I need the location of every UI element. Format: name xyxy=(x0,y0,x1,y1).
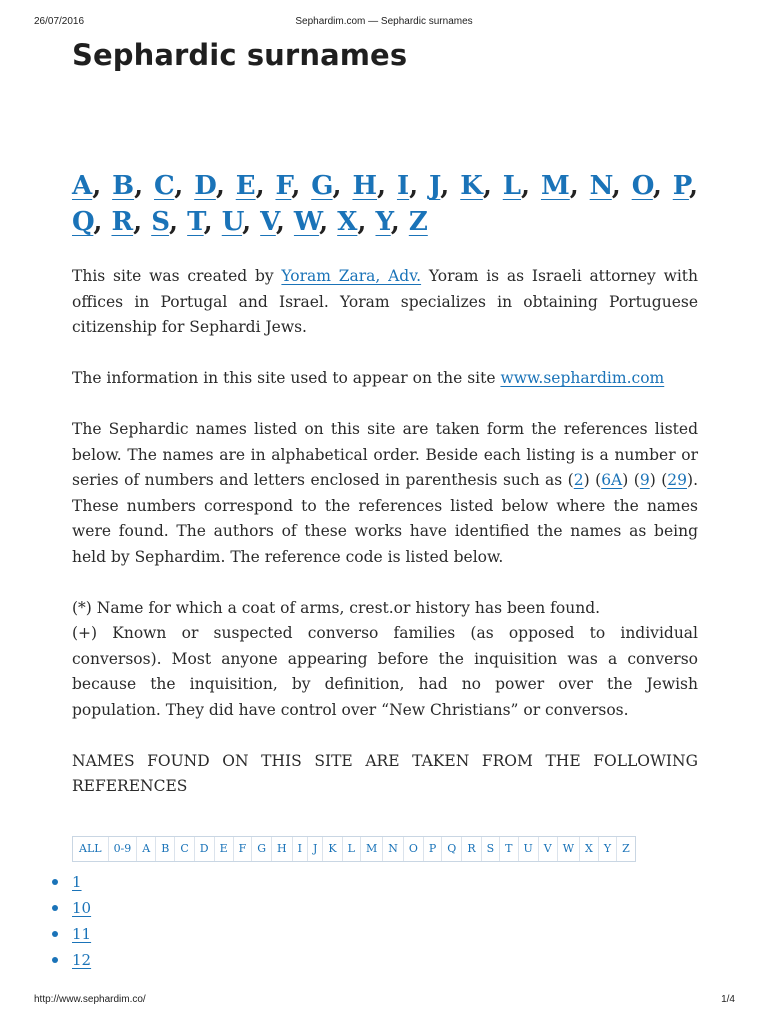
filter-tab-k[interactable]: K xyxy=(323,837,342,861)
letter-separator: , xyxy=(92,171,113,201)
letter-separator: , xyxy=(390,207,409,237)
letter-separator: , xyxy=(215,171,236,201)
letter-link-r[interactable]: R xyxy=(111,207,134,237)
filter-tab-p[interactable]: P xyxy=(424,837,442,861)
intro-paragraph-references: The Sephardic names listed on this site are taken form the references listed below. The names are in alphabetical order. Beside each listing is a number or series of numbers and letters enclosed in parenthesis such as (2) (6A) (9) (29). These numbers correspond to the references listed below where the names were found. The authors of these works have identified the names as being held by Sephardim. The reference code is listed below. xyxy=(72,420,698,566)
letter-link-i[interactable]: I xyxy=(396,171,410,201)
filter-tab-z[interactable]: Z xyxy=(622,842,630,855)
letter-separator: , xyxy=(688,171,698,201)
letter-separator: , xyxy=(521,171,541,201)
print-header xyxy=(0,16,768,30)
letter-link-w[interactable]: W xyxy=(293,207,320,237)
filter-tab-0-9[interactable]: 0-9 xyxy=(109,837,138,861)
source-site-link[interactable]: www.sephardim.com xyxy=(500,369,665,387)
alphabet-index xyxy=(72,168,698,240)
reference-link[interactable]: 11 xyxy=(72,925,92,943)
reference-list xyxy=(52,872,91,976)
filter-tab-v[interactable]: V xyxy=(539,837,558,861)
filter-tab-y[interactable]: Y xyxy=(599,837,617,861)
bullet-icon xyxy=(52,905,58,911)
filter-tab-u[interactable]: U xyxy=(519,837,539,861)
filter-tab-c[interactable]: C xyxy=(175,837,194,861)
filter-tab-e[interactable]: E xyxy=(215,837,234,861)
letter-link-c[interactable]: C xyxy=(154,171,175,201)
letter-link-l[interactable]: L xyxy=(502,171,522,201)
letter-link-n[interactable]: N xyxy=(589,171,612,201)
letter-link-z[interactable]: Z xyxy=(408,207,428,237)
letter-separator: , xyxy=(652,171,673,201)
page-title: Sephardic surnames xyxy=(72,38,408,72)
intro-paragraph-creator: This site was created by Yoram Zara, Adv. Yoram is as Israeli attorney with offices in Portugal and Israel. Yoram specializes in obtaining Portuguese citizenship for Sephardi Jews. xyxy=(72,267,699,336)
references-heading: NAMES FOUND ON THIS SITE ARE TAKEN FROM THE FOLLOWING REFERENCES xyxy=(72,751,698,795)
letter-link-b[interactable]: B xyxy=(112,171,135,201)
letter-link-k[interactable]: K xyxy=(460,171,483,201)
intro-content xyxy=(72,264,698,825)
letter-separator: , xyxy=(409,171,430,201)
letter-link-d[interactable]: D xyxy=(194,171,216,201)
letter-link-x[interactable]: X xyxy=(337,207,358,237)
filter-tab-g[interactable]: G xyxy=(252,837,272,861)
filter-tab-w[interactable]: W xyxy=(558,837,580,861)
filter-tab-s[interactable]: S xyxy=(482,837,501,861)
reference-link[interactable]: 1 xyxy=(72,873,82,891)
list-item xyxy=(52,872,91,898)
list-item xyxy=(52,950,91,976)
letter-separator: , xyxy=(291,171,312,201)
letter-link-q[interactable]: Q xyxy=(72,207,94,237)
letter-separator: , xyxy=(377,171,397,201)
filter-tab-i[interactable]: I xyxy=(293,837,308,861)
legend-coat-of-arms: (*) Name for which a coat of arms, crest.or history has been found. xyxy=(72,598,601,617)
print-page-count: 1/4 xyxy=(721,994,735,1005)
letter-link-s[interactable]: S xyxy=(151,207,170,237)
letter-separator: , xyxy=(357,207,376,237)
letter-link-f[interactable]: F xyxy=(275,171,292,201)
print-doc-title: Sephardim.com — Sephardic surnames xyxy=(295,16,473,27)
letter-separator: , xyxy=(440,171,461,201)
letter-separator: , xyxy=(169,207,188,237)
letter-link-v[interactable]: V xyxy=(260,207,276,237)
letter-link-y[interactable]: Y xyxy=(375,207,391,237)
filter-tab-l[interactable]: L xyxy=(343,837,361,861)
filter-tab-x[interactable]: X xyxy=(580,837,599,861)
letter-link-m[interactable]: M xyxy=(540,171,570,201)
bullet-icon xyxy=(52,879,58,885)
filter-tab-a[interactable]: A xyxy=(137,837,156,861)
letter-separator: , xyxy=(242,207,261,237)
letter-separator: , xyxy=(133,207,152,237)
filter-tab-h[interactable]: H xyxy=(272,837,293,861)
letter-separator: , xyxy=(275,207,294,237)
filter-tab-r[interactable]: R xyxy=(462,837,481,861)
print-footer xyxy=(0,994,768,1008)
letter-separator: , xyxy=(482,171,503,201)
filter-tab-t[interactable]: T xyxy=(500,837,518,861)
reference-link[interactable]: 10 xyxy=(72,899,92,917)
bullet-icon xyxy=(52,957,58,963)
filter-tab-f[interactable]: F xyxy=(234,837,253,861)
reference-example-link[interactable]: 6A xyxy=(601,471,623,489)
filter-tab-j[interactable]: J xyxy=(308,837,323,861)
letter-link-j[interactable]: J xyxy=(429,171,441,201)
letter-separator: , xyxy=(332,171,353,201)
reference-link[interactable]: 12 xyxy=(72,951,92,969)
filter-tab-b[interactable]: B xyxy=(156,837,175,861)
letter-link-a[interactable]: A xyxy=(72,171,93,201)
letter-link-g[interactable]: G xyxy=(311,171,333,201)
filter-tab-m[interactable]: M xyxy=(361,837,383,861)
letter-separator: , xyxy=(93,207,112,237)
letter-separator: , xyxy=(611,171,632,201)
bullet-icon xyxy=(52,931,58,937)
filter-tab-n[interactable]: N xyxy=(383,837,404,861)
letter-link-e[interactable]: E xyxy=(235,171,256,201)
filter-tab-all[interactable]: ALL xyxy=(73,837,109,861)
legend-converso: (+) Known or suspected converso families (as opposed to individual conversos). Most anyone appearing before the inquisition was a converso because the inquisition, by definition, had no power over the Jewish population. They did have control over “New Christians” or conversos. xyxy=(72,624,698,719)
intro-paragraph-source: The information in this site used to appear on the site www.sephardim.com xyxy=(72,369,665,387)
letter-separator: , xyxy=(255,171,276,201)
letter-separator: , xyxy=(134,171,155,201)
letter-link-h[interactable]: H xyxy=(352,171,378,201)
letter-separator: , xyxy=(203,207,222,237)
letter-separator: , xyxy=(569,171,590,201)
letter-separator: , xyxy=(319,207,338,237)
print-date: 26/07/2016 xyxy=(34,16,85,27)
list-item xyxy=(52,924,91,950)
filter-tab-q[interactable]: Q xyxy=(442,837,462,861)
reference-example-link[interactable]: 29 xyxy=(667,471,688,489)
letter-link-t[interactable]: T xyxy=(187,207,204,237)
reference-example-link[interactable]: 9 xyxy=(639,471,650,489)
filter-tab-d[interactable]: D xyxy=(195,837,215,861)
print-footer-url: http://www.sephardim.co/ xyxy=(34,994,146,1005)
letter-link-u[interactable]: U xyxy=(221,207,243,237)
reference-filter-bar xyxy=(72,836,636,862)
letter-link-o[interactable]: O xyxy=(631,171,653,201)
filter-tab-o[interactable]: O xyxy=(404,837,424,861)
list-item xyxy=(52,898,91,924)
letter-link-p[interactable]: P xyxy=(672,171,689,201)
letter-separator: , xyxy=(174,171,195,201)
reference-example-link[interactable]: 2 xyxy=(573,471,584,489)
author-link[interactable]: Yoram Zara, Adv. xyxy=(281,267,422,285)
